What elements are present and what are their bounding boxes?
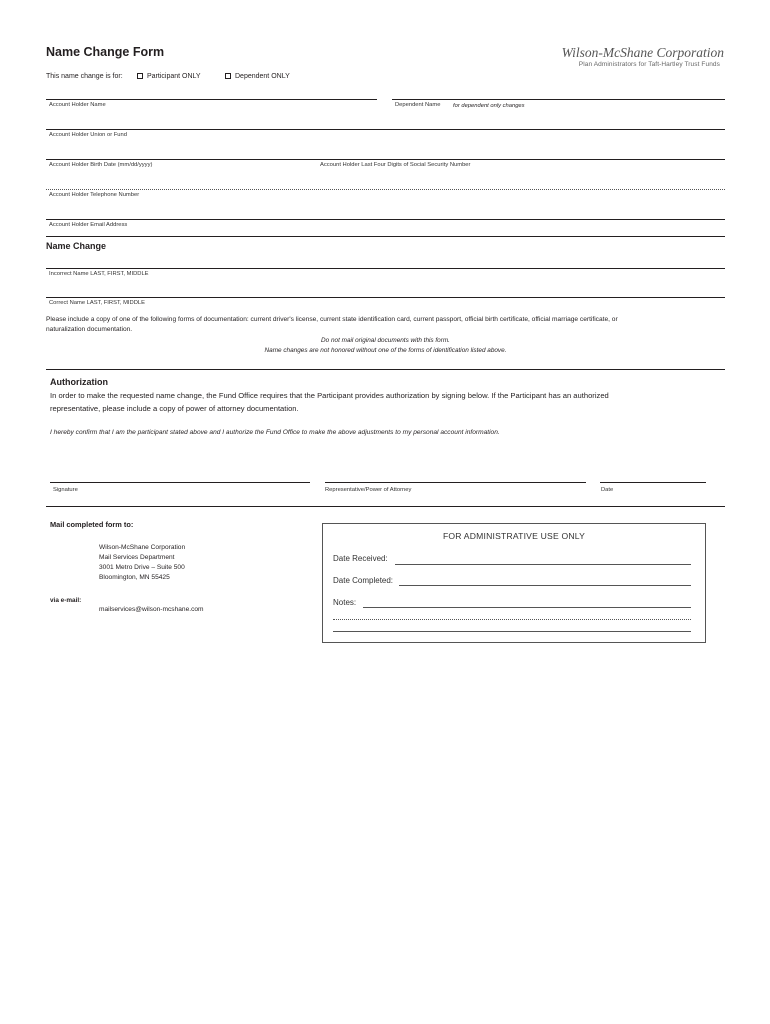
dependent-option-label: Dependent ONLY xyxy=(235,73,290,80)
account-holder-name-field[interactable] xyxy=(46,99,377,100)
representative-label: Representative/Power of Attorney xyxy=(325,487,412,493)
authorization-text-line-1: In order to make the requested name change, the Fund Office requires that the Participant provides authorization by signing below. If the Participant has an authorized xyxy=(50,391,609,400)
signature-label: Signature xyxy=(53,487,78,493)
date-received-field[interactable] xyxy=(395,564,691,565)
authorization-text-line-2: representative, please include a copy of power of attorney documentation. xyxy=(50,403,299,413)
correct-name-field[interactable] xyxy=(46,297,725,298)
dependent-checkbox[interactable] xyxy=(225,73,231,79)
brand-logo: Wilson-McShane Corporation xyxy=(561,45,724,60)
admin-use-box xyxy=(322,523,706,643)
correct-name-label: Correct Name LAST, FIRST, MIDDLE xyxy=(49,300,145,306)
email-label: Account Holder Email Address xyxy=(49,222,128,228)
address-line-4: Bloomington, MN 55425 xyxy=(99,574,170,581)
documentation-note-line-2: naturalization documentation. xyxy=(46,326,133,333)
date-field[interactable] xyxy=(600,482,706,483)
mail-heading: Mail completed form to: xyxy=(50,520,134,529)
participant-checkbox[interactable] xyxy=(137,73,143,79)
dependent-name-label: Dependent Name xyxy=(395,102,441,108)
union-fund-field[interactable] xyxy=(46,129,725,130)
date-completed-label: Date Completed: xyxy=(333,576,394,585)
telephone-field[interactable] xyxy=(46,189,725,190)
email-field[interactable] xyxy=(46,219,725,220)
representative-field[interactable] xyxy=(325,482,586,483)
notes-field[interactable] xyxy=(363,607,691,608)
section-divider xyxy=(46,236,725,237)
date-label: Date xyxy=(601,487,614,493)
form-title: Name Change Form xyxy=(46,45,165,59)
date-received-label: Date Received: xyxy=(333,554,388,563)
section-divider xyxy=(46,506,725,507)
address-line-1: Wilson-McShane Corporation xyxy=(99,544,186,551)
ssn-last4-label: Account Holder Last Four Digits of Social Security Number xyxy=(320,162,471,168)
warning-line-1: Do not mail original documents with this form. xyxy=(321,337,450,344)
for-label: This name change is for: xyxy=(46,73,123,80)
name-change-heading: Name Change xyxy=(46,241,107,251)
signature-field[interactable] xyxy=(50,482,310,483)
address-line-3: 3001 Metro Drive – Suite 500 xyxy=(99,564,185,571)
notes-line[interactable] xyxy=(333,631,691,632)
documentation-note xyxy=(46,315,726,335)
union-fund-label: Account Holder Union or Fund xyxy=(49,132,127,138)
notes-line[interactable] xyxy=(333,619,691,620)
date-completed-field[interactable] xyxy=(399,585,691,586)
warning-line-2: Name changes are not honored without one of the forms of identification listed above. xyxy=(264,347,507,354)
mailing-address xyxy=(99,543,185,583)
confirmation-statement: I hereby confirm that I am the participant stated above and I authorize the Fund Office to make the above adjustments to my personal account information. xyxy=(50,429,500,436)
birth-date-ssn-field[interactable] xyxy=(46,159,725,160)
telephone-label: Account Holder Telephone Number xyxy=(49,192,140,198)
admin-box-title: FOR ADMINISTRATIVE USE ONLY xyxy=(442,531,586,541)
email-via-label: via e-mail: xyxy=(50,597,82,604)
incorrect-name-label: Incorrect Name LAST, FIRST, MIDDLE xyxy=(49,271,149,277)
dependent-name-field[interactable] xyxy=(392,99,725,100)
participant-option-label: Participant ONLY xyxy=(147,73,201,80)
brand-subtitle: Plan Administrators for Taft-Hartley Trust Funds xyxy=(578,61,720,68)
mail-email-address[interactable]: mailservices@wilson-mcshane.com xyxy=(99,606,204,613)
section-divider xyxy=(46,369,725,370)
dependent-name-note: for dependent only changes xyxy=(453,103,525,109)
birth-date-label: Account Holder Birth Date (mm/dd/yyyy) xyxy=(49,162,153,168)
documentation-warning xyxy=(46,336,725,356)
notes-label: Notes: xyxy=(333,598,357,607)
incorrect-name-field[interactable] xyxy=(46,268,725,269)
account-holder-name-label: Account Holder Name xyxy=(49,102,106,108)
authorization-heading: Authorization xyxy=(50,377,108,387)
authorization-text xyxy=(50,390,725,415)
address-line-2: Mail Services Department xyxy=(99,554,175,561)
documentation-note-line-1: Please include a copy of one of the following forms of documentation: current driver's license, current state identification card, current passport, official birth certificate, official marriage certificate, or xyxy=(46,316,618,323)
